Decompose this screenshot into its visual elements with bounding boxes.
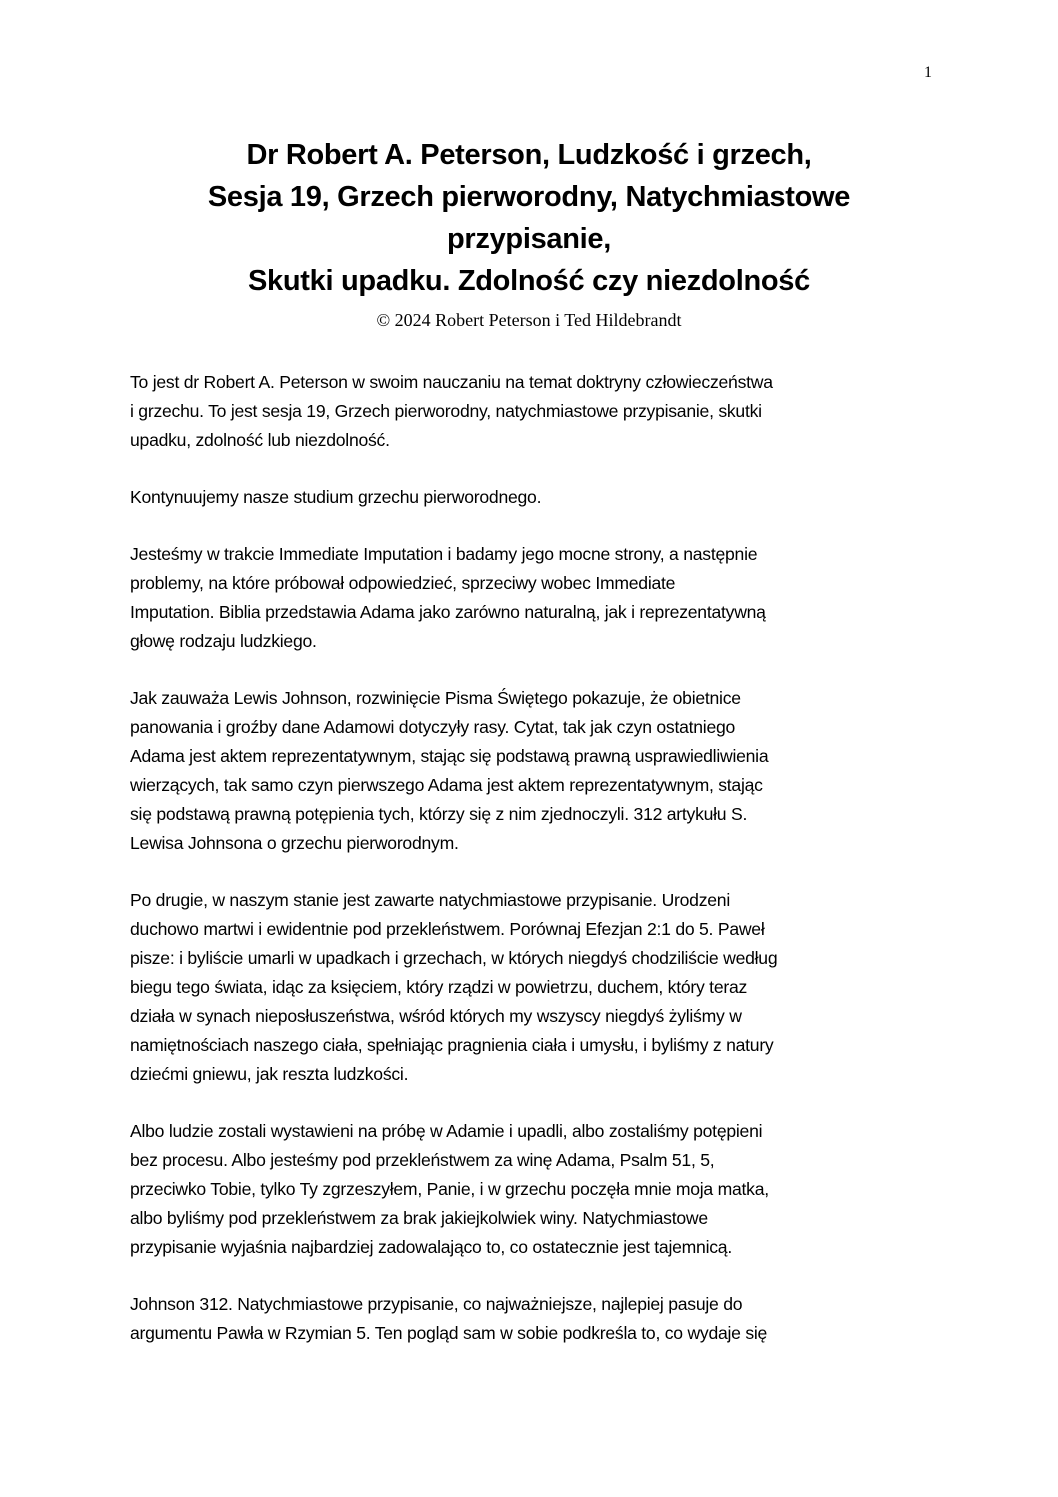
text-line: To jest dr Robert A. Peterson w swoim nauczaniu na temat doktryny człowieczeństwa [130, 372, 773, 392]
text-line: Johnson 312. Natychmiastowe przypisanie, co najważniejsze, najlepiej pasuje do [130, 1294, 743, 1314]
text-line: bez procesu. Albo jesteśmy pod przekleństwem za winę Adama, Psalm 51, 5, [130, 1150, 715, 1170]
text-line: Po drugie, w naszym stanie jest zawarte natychmiastowe przypisanie. Urodzeni [130, 890, 730, 910]
paragraph [130, 483, 950, 512]
text-line: problemy, na które próbował odpowiedzieć, sprzeciwy wobec Immediate [130, 573, 676, 593]
document-title [0, 134, 1058, 302]
title-line: Sesja 19, Grzech pierworodny, Natychmiastowe [207, 181, 851, 213]
text-line: Lewisa Johnsona o grzechu pierworodnym. [130, 833, 459, 853]
text-line: dziećmi gniewu, jak reszta ludzkości. [130, 1064, 409, 1084]
document-body [130, 368, 950, 1376]
text-line: pisze: i byliście umarli w upadkach i grzechach, w których niegdyś chodziliście według [130, 948, 778, 968]
text-line: i grzechu. To jest sesja 19, Grzech pierworodny, natychmiastowe przypisanie, skutki [130, 401, 762, 421]
paragraph [130, 886, 950, 1089]
title-line: Skutki upadku. Zdolność czy niezdolność [248, 265, 810, 297]
text-line: panowania i groźby dane Adamowi dotyczyły rasy. Cytat, tak jak czyn ostatniego [130, 717, 736, 737]
text-line: Jak zauważa Lewis Johnson, rozwinięcie Pisma Świętego pokazuje, że obietnice [130, 688, 741, 708]
title-line: Dr Robert A. Peterson, Ludzkość i grzech, [246, 139, 812, 171]
text-line: Jesteśmy w trakcie Immediate Imputation i badamy jego mocne strony, a następnie [130, 544, 758, 564]
text-line: Albo ludzie zostali wystawieni na próbę w Adamie i upadli, albo zostaliśmy potępieni [130, 1121, 763, 1141]
text-line: głowę rodzaju ludzkiego. [130, 631, 317, 651]
text-line: namiętnościach naszego ciała, spełniając pragnienia ciała i umysłu, i byliśmy z natury [130, 1035, 774, 1055]
text-line: się podstawą prawną potępienia tych, którzy się z nim zjednoczyli. 312 artykułu S. [130, 804, 748, 824]
text-line: przeciwko Tobie, tylko Ty zgrzeszyłem, Panie, i w grzechu poczęła mnie moja matka, [130, 1179, 769, 1199]
paragraph [130, 368, 950, 455]
text-line: biegu tego świata, idąc za księciem, który rządzi w powietrzu, duchem, który teraz [130, 977, 748, 997]
paragraph [130, 684, 950, 858]
text-line: Adama jest aktem reprezentatywnym, stając się podstawą prawną usprawiedliwienia [130, 746, 769, 766]
title-line: przypisanie, [446, 223, 611, 255]
text-line: Imputation. Biblia przedstawia Adama jako zarówno naturalną, jak i reprezentatywną [130, 602, 766, 622]
text-line: działa w synach nieposłuszeństwa, wśród których my wszyscy niegdyś żyliśmy w [130, 1006, 742, 1026]
paragraph [130, 1117, 950, 1262]
text-line: przypisanie wyjaśnia najbardziej zadowalająco to, co ostatecznie jest tajemnicą. [130, 1237, 732, 1257]
copyright: © 2024 Robert Peterson i Ted Hildebrandt [376, 310, 682, 330]
text-line: argumentu Pawła w Rzymian 5. Ten pogląd sam w sobie podkreśla to, co wydaje się [130, 1323, 768, 1343]
text-line: albo byliśmy pod przekleństwem za brak jakiejkolwiek winy. Natychmiastowe [130, 1208, 708, 1228]
text-line: Kontynuujemy nasze studium grzechu pierworodnego. [130, 487, 542, 507]
text-line: upadku, zdolność lub niezdolność. [130, 430, 390, 450]
page-number: 1 [924, 64, 932, 81]
text-line: wierzących, tak samo czyn pierwszego Adama jest aktem reprezentatywnym, stając [130, 775, 763, 795]
paragraph [130, 540, 950, 656]
text-line: duchowo martwi i ewidentnie pod przekleństwem. Porównaj Efezjan 2:1 do 5. Paweł [130, 919, 765, 939]
paragraph [130, 1290, 950, 1348]
